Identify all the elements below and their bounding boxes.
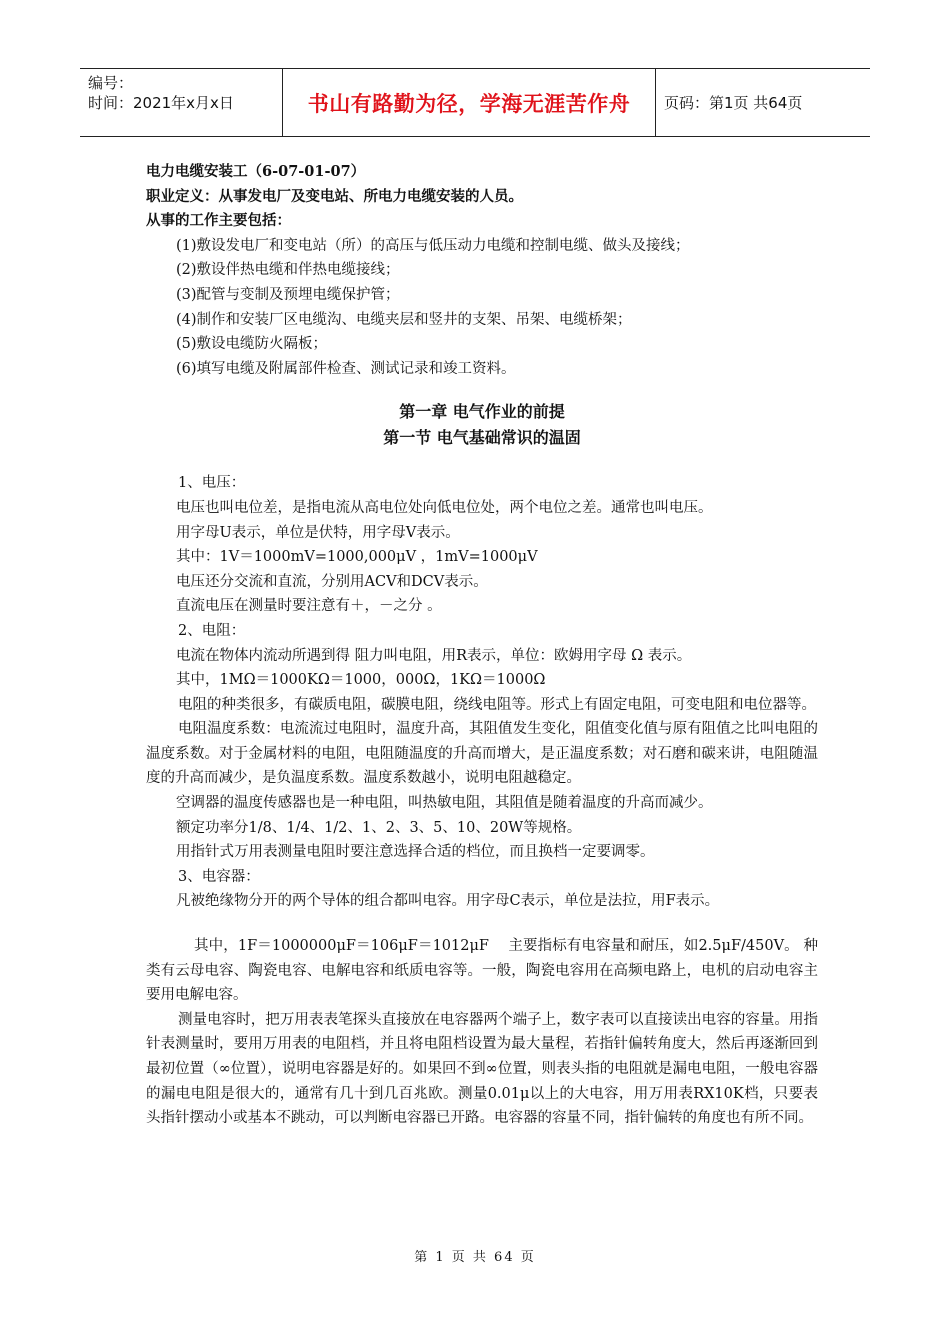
resistance-line: 其中，1MΩ＝1000KΩ＝1000，000Ω，1KΩ＝1000Ω: [176, 672, 546, 689]
header-motto: 书山有路勤为径，学海无涯苦作舟: [307, 91, 631, 116]
work-item: (5)敷设电缆防火隔板；: [176, 336, 328, 353]
capacitor-heading: 3、电容器：: [178, 868, 260, 885]
voltage-line: 电压也叫电位差，是指电流从高电位处向低电位处，两个电位之差。通常也叫电压。: [176, 499, 713, 516]
header-page-info: 页码：第1页 共64页: [664, 94, 803, 112]
work-item: (4)制作和安装厂区电缆沟、电缆夹层和竖井的支架、吊架、电缆桥架；: [176, 311, 632, 328]
job-title: 电力电缆安装工（6-07-01-07）: [146, 163, 366, 180]
capacitor-units-paragraph: 其中，1F＝1000000μF＝106μF＝1012μF 主要指标有电容量和耐压，如2.5μF/450V。 种类有云母电容、陶瓷电容、电解电容和纸质电容等。一般，陶瓷电容用在高频电路上，电机的启动电容主要用电解电容。: [146, 938, 818, 1004]
job-definition: [146, 185, 818, 210]
work-item: (2)敷设伴热电缆和伴热电缆接线；: [176, 262, 400, 279]
resistance-extra-line: 空调器的温度传感器也是一种电阻，叫热敏电阻，其阻值是随着温度的升高而减少。: [176, 795, 713, 812]
resistance-extra-line: 额定功率分1/8、1/4、1/2、1、2、3、5、10、20W等规格。: [176, 819, 582, 836]
header-time-label: 时间：2021年x月x日: [88, 94, 234, 112]
voltage-line: 直流电压在测量时要注意有＋，－之分 。: [176, 598, 442, 615]
header-number-label: 编号：: [88, 74, 134, 92]
chapter-title: 第一章 电气作业的前提: [399, 402, 565, 422]
voltage-line: 其中：1V＝1000mV=1000,000μV ，1mV=1000μV: [176, 549, 538, 566]
voltage-line: 用字母U表示，单位是伏特，用字母V表示。: [176, 524, 460, 541]
voltage-line: 电压还分交流和直流，分别用ACV和DCV表示。: [176, 573, 488, 590]
work-item: (3)配管与变制及预埋电缆保护管；: [176, 286, 400, 303]
work-item: (6)填写电缆及附属部件检查、测试记录和竣工资料。: [176, 360, 516, 377]
resistance-extra-line: 用指针式万用表测量电阻时要注意选择合适的档位，而且换档一定要调零。: [176, 844, 655, 861]
document-header: [80, 68, 870, 137]
work-item: (1)敷设发电厂和变电站（所）的高压与低压动力电缆和控制电缆、做头及接线；: [176, 237, 690, 254]
header-meta: [80, 69, 282, 136]
voltage-heading: 1、电压：: [178, 475, 246, 492]
resistance-types-paragraph: 电阻的种类很多，有碳质电阻，碳膜电阻，绕线电阻等。形式上有固定电阻，可变电阻和电位器等。: [178, 696, 816, 713]
capacitor-definition: 凡被绝缘物分开的两个导体的组合都叫电容。用字母C表示，单位是法拉，用F表示。: [176, 893, 720, 910]
section-title: 第一节 电气基础常识的温固: [383, 428, 581, 448]
page-footer: 第 1 页 共 64 页: [414, 1250, 536, 1265]
resistance-line: 电流在物体内流动所遇到得 阻力叫电阻，用R表示，单位：欧姆用字母 Ω 表示。: [176, 647, 692, 664]
document-body: [146, 160, 818, 1131]
resistance-temp-paragraph: 电阻温度系数：电流流过电阻时，温度升高，其阻值发生变化，阻值变化值与原有阻值之比叫电阻的温度系数。对于金属材料的电阻，电阻随温度的升高而增大，是正温度系数；对石磨和碳来讲，电阻随温度的升高而减少，是负温度系数。温度系数越小，说明电阻越稳定。: [146, 721, 818, 787]
work-heading: 从事的工作主要包括：: [146, 212, 291, 230]
resistance-heading: 2、电阻：: [178, 622, 246, 639]
job-definition-text: 职业定义：从事发电厂及变电站、所电力电缆安装的人员。: [146, 187, 523, 205]
header-motto-cell: [282, 69, 656, 136]
capacitor-measure-paragraph: 测量电容时，把万用表表笔探头直接放在电容器两个端子上，数字表可以直接读出电容的容量。用指针表测量时，要用万用表的电阻档，并且将电阻档设置为最大量程，若指针偏转角度大，然后再逐渐回到最初位置（∞位置），说明电容器是好的。如果回不到∞位置，则表头指的电阻就是漏电电阻，一般电容器的漏电电阻是很大的，通常有几十到几百兆欧。测量0.01μ以上的大电容，用万用表RX10K档，只要表头指针摆动小或基本不跳动，可以判断电容器已开路。电容器的容量不同，指针偏转的角度也有所不同。: [146, 1011, 818, 1127]
